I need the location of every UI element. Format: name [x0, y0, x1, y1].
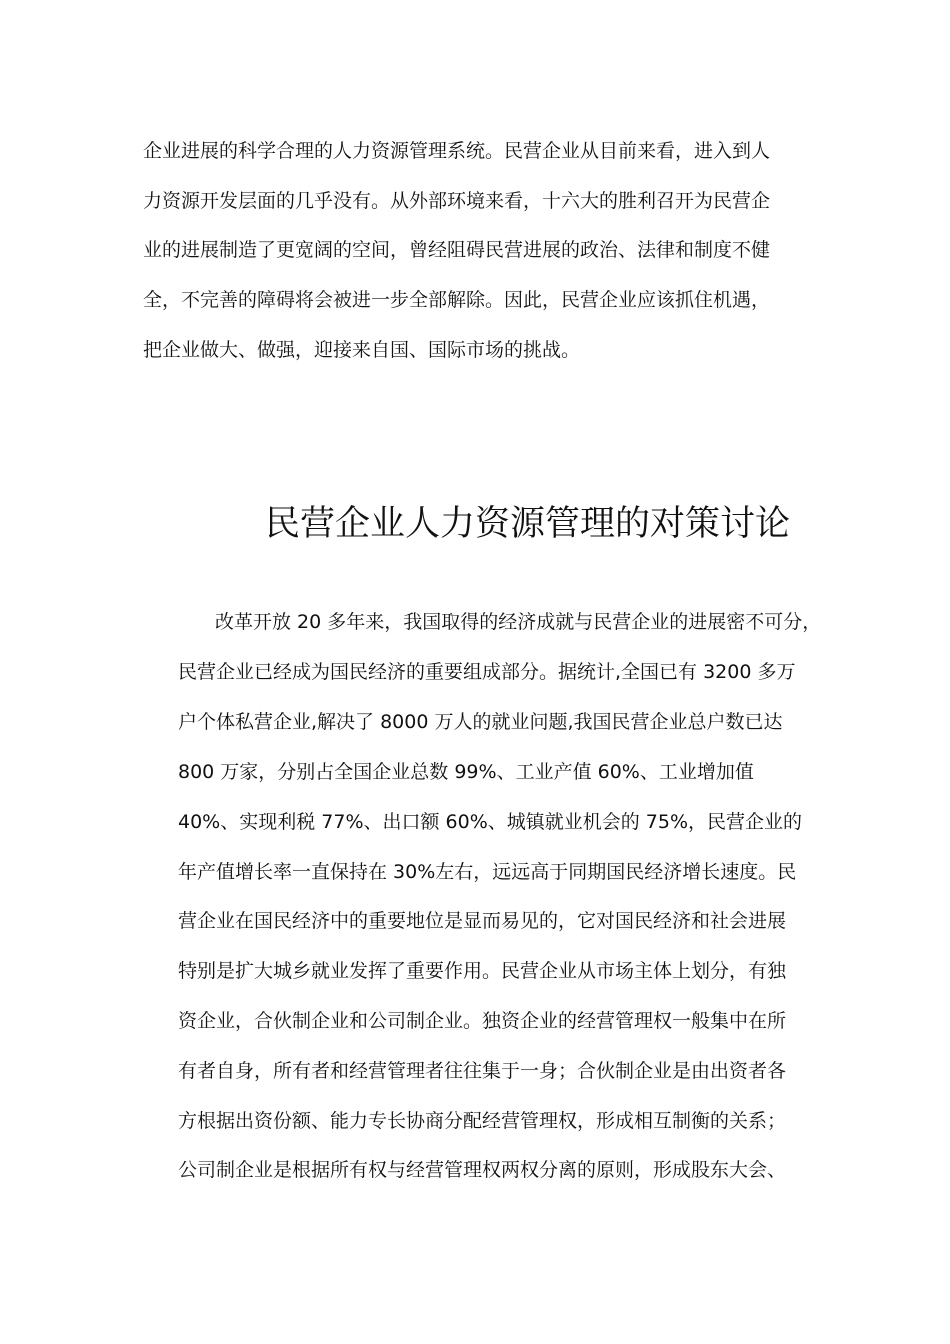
text-line: 业的进展制造了更宽阔的空间，曾经阻碍民营进展的政治、法律和制度不健: [143, 239, 771, 261]
text-line: 800 万家，分别占全国企业总数 99%、工业产值 60%、工业增加值: [178, 761, 754, 783]
text-line: 资企业，合伙制企业和公司制企业。独资企业的经营管理权一般集中在所: [178, 1010, 787, 1032]
text-line: 公司制企业是根据所有权与经营管理权两权分离的原则，形成股东大会、: [178, 1159, 787, 1181]
text-line: 企业进展的科学合理的人力资源管理系统。民营企业从目前来看，进入到人: [143, 140, 771, 162]
text-line: 把企业做大、做强，迎接来自国、国际市场的挑战。: [143, 339, 581, 361]
text-line: 有者自身，所有者和经营管理者往往集于一身；合伙制企业是由出资者各: [178, 1060, 787, 1082]
text-line: 40%、实现利税 77%、出口额 60%、城镇就业机会的 75%，民营企业的: [178, 811, 803, 833]
text-line: 全，不完善的障碍将会被进一步全部解除。因此，民营企业应该抓住机遇，: [143, 289, 771, 311]
text-line: 年产值增长率一直保持在 30%左右，远远高于同期国民经济增长速度。民: [178, 861, 797, 883]
section-heading: 民营企业人力资源管理的对策讨论: [265, 504, 791, 544]
text-line: 民营企业已经成为国民经济的重要组成部分。据统计,全国已有 3200 多万: [178, 661, 796, 683]
text-line: 营企业在国民经济中的重要地位是显而易见的，它对国民经济和社会进展: [178, 910, 787, 932]
text-line: 特别是扩大城乡就业发挥了重要作用。民营企业从市场主体上划分，有独: [178, 960, 787, 982]
text-line: 户个体私营企业,解决了 8000 万人的就业问题,我国民营企业总户数已达: [178, 711, 783, 733]
text-line: 改革开放 20 多年来，我国取得的经济成就与民营企业的进展密不可分，: [215, 611, 822, 633]
text-line: 方根据出资份额、能力专长协商分配经营管理权，形成相互制衡的关系；: [178, 1110, 787, 1132]
text-line: 力资源开发层面的几乎没有。从外部环境来看，十六大的胜利召开为民营企: [143, 190, 771, 212]
